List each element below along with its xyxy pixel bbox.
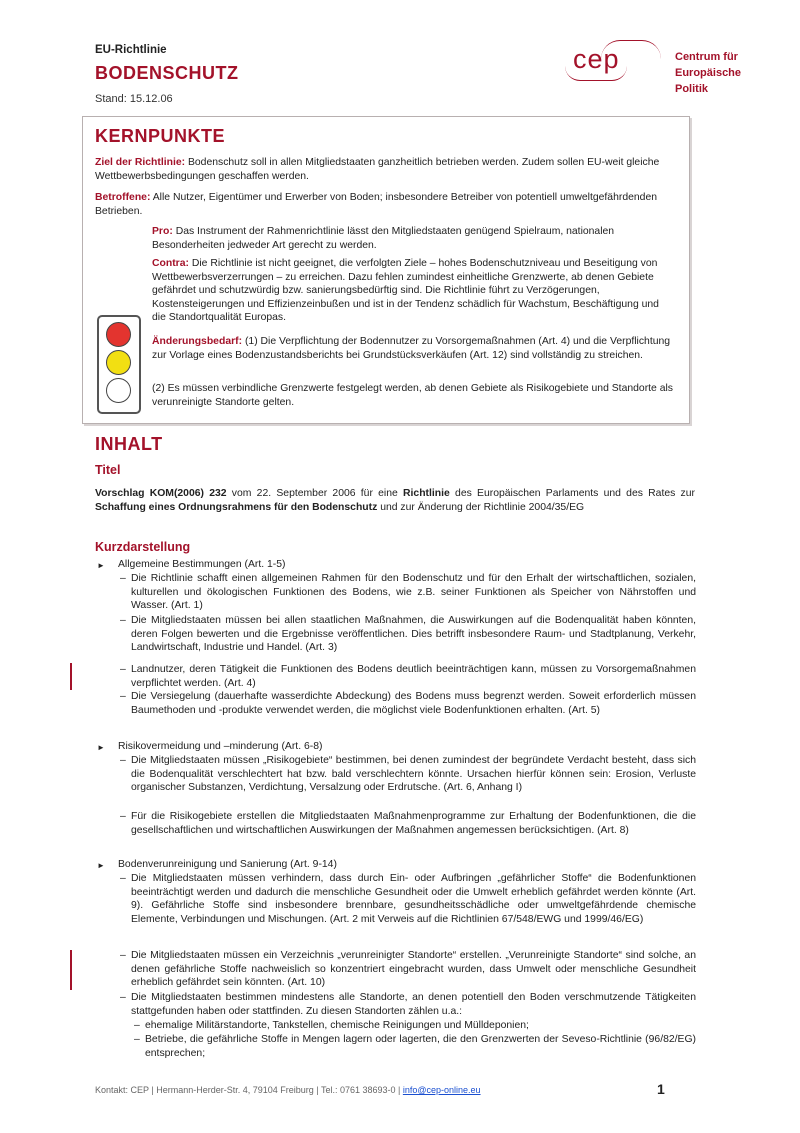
titel-paragraph <box>95 487 695 514</box>
list-item: – Die Versiegelung (dauerhafte wasserdichte Abdeckung) des Bodens muss begrenzt werden. Soweit erforderlich müssen Baumethoden und -produkte verwendet werden, die möglichst viele Bodenfunktionen erhalten. (Art. 5) <box>131 690 696 717</box>
list-item: – Landnutzer, deren Tätigkeit die Funktionen des Bodens deutlich beeinträchtigen kann, müssen zu Vorsorgemaßnahmen verpflichtet werden. (Art. 4) <box>131 663 696 690</box>
list-item: – Die Mitgliedstaaten müssen verhindern, dass durch Ein- oder Aufbringen „gefährlicher Stoffe“ die Bodenfunktionen beeinträchtigt werden und dadurch die menschliche Gesundheit oder die Umwelt erheblich gefährdet werden könnte (Art. 9). Gefährliche Stoffe sind insbesondere brennbare, gesundheitsschädliche oder umweltgefährdende chemische Elemente, Verbindungen und Mischungen. (Art. 2 mit Verweis auf die Richtlinien 67/548/EWG und 1999/46/EG) <box>131 872 696 926</box>
aenderung-label: Änderungsbedarf: <box>152 336 243 347</box>
list-item: – Die Mitgliedstaaten müssen ein Verzeichnis „verunreinigter Standorte“ erstellen. „Verunreinigte Standorte“ sind solche, an denen gefährliche Stoffe nachweislich so konzentriert eingebracht wurden, dass Umwelt oder menschliche Gesundheit erheblich gefährdet sein könnten. (Art. 10) <box>131 949 696 990</box>
titel-text-3: und zur Änderung der Richtlinie 2004/35/EG <box>377 501 585 513</box>
inhalt-title: INHALT <box>95 434 163 454</box>
list-item: – Betriebe, die gefährliche Stoffe in Mengen lagern oder lagerten, die den Grenzwerten der Seveso-Richtlinie (96/82/EG) entsprechen; <box>145 1033 696 1060</box>
bullet-bodenverunreinigung: Bodenverunreinigung und Sanierung (Art. 9-14) <box>118 859 337 870</box>
bullet-allgemeine: Allgemeine Bestimmungen (Art. 1-5) <box>118 559 286 570</box>
white-lamp <box>106 378 131 403</box>
kurz-heading: Kurzdarstellung <box>95 540 191 554</box>
org-name-line-1: Centrum für <box>675 51 738 63</box>
list-item: – ehemalige Militärstandorte, Tankstellen, chemische Reinigungen und Mülldeponien; <box>145 1019 696 1033</box>
titel-heading: Titel <box>95 463 121 477</box>
page-number: 1 <box>657 1081 665 1097</box>
footer-contact-text: Kontakt: CEP | Hermann-Herder-Str. 4, 79104 Freiburg | Tel.: 0761 38693-0 | <box>95 1085 403 1095</box>
doc-date: Stand: 15.12.06 <box>95 93 173 105</box>
titel-text-1: vom 22. September 2006 für eine <box>226 488 404 499</box>
red-lamp <box>106 322 131 347</box>
org-name-line-2: Europäische <box>675 67 742 79</box>
list-item: – Die Mitgliedstaaten müssen „Risikogebiete“ bestimmen, bei denen zumindest der begründete Verdacht besteht, dass sich die Bodenqualität verschlechtert hat bzw. bald verschlechtern könnte. Ursachen hierfür können sein: Erosion, Verluste organischer Substanzen, Verdichtung, Versalzung oder Erdrutsche. (Art. 6, Anhang I) <box>131 754 696 795</box>
betroffene-label: Betroffene: <box>95 192 151 203</box>
logo-arc-bottom <box>565 66 627 81</box>
list-item: – Für die Risikogebiete erstellen die Mitgliedstaaten Maßnahmenprogramme zur Erhaltung der Bodenfunktionen, die die gesellschaftlichen und wirtschaftlichen Auswirkungen der Maßnahmen angemessen berücksichtigen. (Art. 8) <box>131 810 696 837</box>
betroffene-text: Alle Nutzer, Eigentümer und Erwerber von Boden; insbesondere Betreiber von potentiell umweltgefährdenden Betrieben. <box>95 192 657 217</box>
traffic-light-icon <box>97 315 141 414</box>
aenderung-paragraph <box>152 335 675 362</box>
list-item: – Die Mitgliedstaaten bestimmen mindestens alle Standorte, an denen potentiell den Boden verschmutzende Tätigkeiten stattgefunden haben oder stattfinden. Zu diesen Standorten zählen u.a.: <box>131 991 696 1018</box>
footer-email-link[interactable]: info@cep-online.eu <box>402 1085 481 1095</box>
ziel-text: Bodenschutz soll in allen Mitgliedstaaten ganzheitlich betrieben werden. Zudem sollen EU-weit gleiche Wettbewerbsbedingungen geschaffen werden. <box>95 157 660 182</box>
list-item: – Die Mitgliedstaaten müssen bei allen staatlichen Maßnahmen, die Auswirkungen auf die Bodenqualität haben könnten, deren Folgen bewerten und die Ergebnisse veröffentlichen. Dies betrifft insbesondere Raum- und Stadtplanung, Verkehr, Landwirtschaft, Industrie und Handel. (Art. 3) <box>131 614 696 655</box>
yellow-lamp <box>106 350 131 375</box>
titel-bold-2: Richtlinie <box>403 488 450 499</box>
footer-contact <box>95 1085 481 1095</box>
bullet-risiko: Risikovermeidung und –minderung (Art. 6-8) <box>118 741 323 752</box>
org-name <box>675 49 741 97</box>
doc-type: EU-Richtlinie <box>95 44 167 56</box>
change-marker <box>70 950 72 990</box>
list-item: – Die Richtlinie schafft einen allgemeinen Rahmen für den Bodenschutz und für den Erhalt der wirtschaftlichen, sozialen, kulturellen und ökologischen Funktionen des Bodens, wie z.B. seiner Funktionen als Speicher von Nährstoffen und Wasser. (Art. 1) <box>131 572 696 613</box>
change-marker <box>70 663 72 690</box>
kernpunkte-title: KERNPUNKTE <box>95 126 226 146</box>
contra-label: Contra: <box>152 258 189 269</box>
ziel-label: Ziel der Richtlinie: <box>95 157 186 168</box>
pro-paragraph <box>152 225 675 252</box>
ziel-paragraph <box>95 156 675 183</box>
titel-bold-1: Vorschlag KOM(2006) 232 <box>95 488 227 499</box>
pro-text: Das Instrument der Rahmenrichtlinie lässt den Mitgliedstaaten genügend Spielraum, nationalen Besonderheiten jedweder Art gerecht zu werden. <box>152 226 615 251</box>
bullet-arrow-icon: ► <box>97 861 105 870</box>
betroffene-paragraph <box>95 191 675 218</box>
pro-label: Pro: <box>152 226 173 237</box>
bullet-arrow-icon: ► <box>97 561 105 570</box>
aenderung-text: (1) Die Verpflichtung der Bodennutzer zu Vorsorgemaßnahmen (Art. 4) und die Verpflichtung zur Vorlage eines Bodenzustandsberichts bei Grundstücksverkäufen (Art. 12) sind vollständig zu streichen. <box>152 336 671 361</box>
contra-paragraph <box>152 257 675 325</box>
page-title: BODENSCHUTZ <box>95 63 239 83</box>
cep-logo <box>565 40 665 90</box>
logo-text: cep <box>573 44 620 74</box>
titel-text-2: des Europäischen Parlaments und des Rates zur <box>449 488 695 499</box>
bullet-arrow-icon: ► <box>97 743 105 752</box>
org-name-line-3: Politik <box>675 83 709 95</box>
aenderung-paragraph-2: (2) Es müssen verbindliche Grenzwerte festgelegt werden, ab denen Gebiete als Risikogebiete und Standorte als verunreinigte Standorte gelten. <box>152 383 673 408</box>
contra-text: Die Richtlinie ist nicht geeignet, die verfolgten Ziele – hohes Bodenschutzniveau und Beseitigung von Wettbewerbsverzerrungen – zu erreichen. Dazu fehlen zumindest einheitliche Grenzwerte, ab denen Gebiete gefährdet und schutzwürdig bzw. sanierungsbedürftig sind. Die Richtlinie führt zu Verzögerungen, Kostensteigerungen und Effizienzeinbußen und ist in der Tendenz schädlich für Wachstum, Beschäftigung und die Standortqualität Europas. <box>152 258 659 324</box>
titel-bold-3: Schaffung eines Ordnungsrahmens für den Bodenschutz <box>95 501 378 513</box>
